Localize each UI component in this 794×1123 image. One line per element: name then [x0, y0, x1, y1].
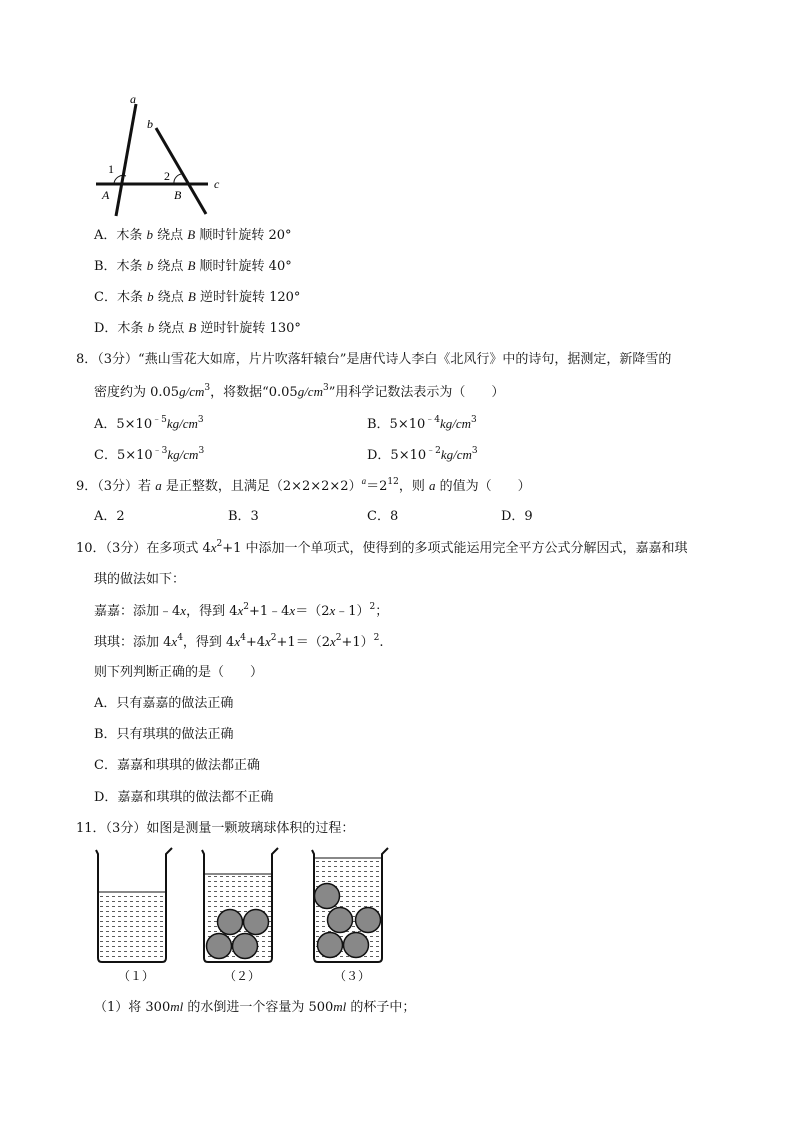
q10-text: ；	[375, 604, 389, 619]
point-b: B	[188, 320, 197, 335]
var-x: x	[180, 603, 187, 618]
exp: 3	[198, 446, 205, 456]
q10-text: +1 中添加一个单项式，使得到的多项式能运用完全平方公式分解因式，嘉嘉和琪	[222, 541, 688, 556]
q8-text: 密度约为 0.05	[94, 385, 180, 400]
var-x: x	[289, 603, 296, 618]
beaker-label-2: （２）	[224, 969, 261, 983]
opt-text: 顺时针旋转 40°	[195, 259, 292, 274]
q10-text: +1）	[341, 635, 374, 650]
q10-text: 嘉嘉：添加﹣4	[94, 604, 181, 619]
exp: 2	[243, 602, 249, 612]
exp: 3	[471, 446, 478, 456]
opt-text: 绕点	[154, 321, 189, 336]
q7-option-d	[94, 319, 301, 338]
var-x: x	[265, 634, 271, 649]
q10-text: +4	[245, 635, 266, 650]
beaker-label-1: （１）	[118, 969, 155, 983]
exp: 4	[240, 633, 246, 643]
q10-stem-line1	[76, 539, 688, 558]
q11-stem: 11．（3分）如图是测量一颗玻璃球体积的过程：	[76, 821, 355, 836]
exp: 2	[335, 633, 342, 643]
label-b: b	[147, 117, 153, 131]
exp: ﹣4	[425, 415, 440, 425]
opt-text: D．木条	[94, 321, 148, 336]
q7-option-a	[94, 226, 292, 245]
q11-text: 的杯子中；	[346, 1000, 416, 1015]
unit: g/cm	[179, 384, 205, 399]
var-a: a	[428, 478, 436, 493]
var-b: b	[146, 227, 154, 242]
var-b: b	[146, 258, 154, 273]
q9-stem	[76, 477, 531, 496]
unit: kg/cm	[440, 416, 472, 431]
q11-step-1	[94, 998, 415, 1017]
exp: 12	[387, 477, 399, 487]
label-A: A	[102, 188, 110, 202]
q8-text: ”用科学记数法表示为（ ）	[328, 385, 505, 400]
var-b: b	[147, 289, 154, 304]
var-x: x	[329, 603, 336, 618]
label-2: 2	[164, 169, 170, 183]
q9-option-d: D．9	[501, 509, 533, 524]
q10-text: ﹣1）	[335, 604, 370, 619]
stick-a	[116, 104, 136, 216]
q10-option-a: A．只有嘉嘉的做法正确	[94, 696, 234, 711]
q9-text: 的值为（ ）	[435, 479, 531, 494]
exp: 2	[373, 633, 380, 643]
exp: 2	[270, 633, 277, 643]
unit: kg/cm	[440, 447, 472, 462]
beaker-label-3: （３）	[334, 969, 371, 983]
q10-option-b: B．只有琪琪的做法正确	[94, 727, 234, 742]
opt-text: 绕点	[153, 228, 188, 243]
opt-text: 逆时针旋转 120°	[195, 290, 301, 305]
unit: kg/cm	[166, 416, 198, 431]
point-b: B	[187, 227, 196, 242]
label-1: 1	[108, 162, 114, 176]
q8-text: ，将数据“0.05	[210, 385, 298, 400]
q10-text: ＝（2	[295, 604, 330, 619]
opt-text: C．木条	[94, 290, 148, 305]
q10-text: ，得到 4	[186, 604, 238, 619]
q8-option-b	[367, 415, 477, 434]
q10-text: .	[379, 635, 384, 650]
q10-text: 琪琪：添加 4	[94, 635, 172, 650]
q7-option-b	[94, 257, 292, 276]
var-x: x	[329, 634, 336, 649]
q10-text: +1＝（2	[276, 635, 330, 650]
exp: ﹣5	[152, 415, 167, 425]
q10-text: +1﹣4	[248, 604, 290, 619]
exp: ﹣2	[426, 446, 441, 456]
q10-stem-line2: 琪的做法如下：	[94, 572, 186, 587]
q10-option-d: D．嘉嘉和琪琪的做法都不正确	[94, 790, 274, 805]
exp: 2	[216, 539, 223, 549]
opt-text: 逆时针旋转 130°	[196, 321, 301, 336]
opt-text: D．5×10	[367, 448, 427, 463]
q8-option-d	[367, 446, 478, 465]
q10-text: ，得到 4	[182, 635, 235, 650]
opt-text: B．5×10	[367, 417, 426, 432]
label-B: B	[174, 188, 182, 202]
q10-jiajia	[94, 602, 388, 621]
opt-text: C．5×10	[94, 448, 153, 463]
q9-text: 9．（3分）若	[76, 479, 156, 494]
exp: 3	[471, 415, 477, 425]
q8-option-c	[94, 446, 204, 465]
q11-text: （1）将 300	[94, 1000, 171, 1015]
var-x: x	[234, 634, 241, 649]
beaker-1	[96, 848, 172, 962]
label-a: a	[130, 92, 136, 106]
unit: kg/cm	[167, 447, 199, 462]
exp: a	[361, 476, 367, 486]
unit-ml: ml	[170, 999, 184, 1014]
opt-text: B．木条	[94, 259, 147, 274]
q9-text: 是正整数，且满足（2×2×2×2）	[161, 479, 362, 494]
q10-text: 10．（3分）在多项式 4	[76, 541, 211, 556]
beakers-figure	[88, 844, 418, 984]
point-b: B	[187, 289, 196, 304]
q11-text: 的水倒进一个容量为 500	[183, 1000, 334, 1015]
point-b: B	[187, 258, 196, 273]
var-b: b	[147, 320, 155, 335]
var-x: x	[210, 540, 217, 555]
q8-option-a	[94, 415, 204, 434]
opt-text: 绕点	[153, 290, 188, 305]
q8-stem-line2	[94, 383, 504, 402]
exp: 4	[177, 633, 183, 643]
opt-text: A．木条	[94, 228, 147, 243]
var-x: x	[171, 634, 178, 649]
beaker-3	[312, 848, 388, 962]
var-x: x	[237, 603, 244, 618]
q8-stem-line1: 8．（3分）“燕山雪花大如席，片片吹落轩辕台”是唐代诗人李白《北风行》中的诗句，据测定，新降雪的	[76, 352, 672, 367]
parallel-lines-figure	[90, 90, 230, 220]
q10-qiqi	[94, 633, 384, 652]
q9-text: ＝2	[366, 479, 388, 494]
q10-option-c: C．嘉嘉和琪琪的做法都正确	[94, 758, 260, 773]
exp: ﹣3	[152, 446, 168, 456]
unit-ml: ml	[333, 999, 347, 1014]
var-a: a	[155, 478, 162, 493]
q9-text: ，则	[398, 479, 429, 494]
q9-option-b: B．3	[228, 509, 259, 524]
q9-option-c: C．8	[367, 509, 399, 524]
opt-text: 顺时针旋转 20°	[195, 228, 292, 243]
label-c: c	[214, 177, 220, 191]
q9-option-a: A．2	[94, 509, 125, 524]
exp: 3	[197, 415, 204, 425]
q10-question: 则下列判断正确的是（ ）	[94, 665, 264, 680]
opt-text: 绕点	[153, 259, 188, 274]
exp: 2	[369, 602, 376, 612]
beaker-2	[202, 848, 278, 962]
exp: 3	[322, 383, 329, 393]
opt-text: A．5×10	[94, 417, 153, 432]
unit: g/cm	[297, 384, 323, 399]
q7-option-c	[94, 288, 300, 307]
exp: 3	[204, 383, 211, 393]
